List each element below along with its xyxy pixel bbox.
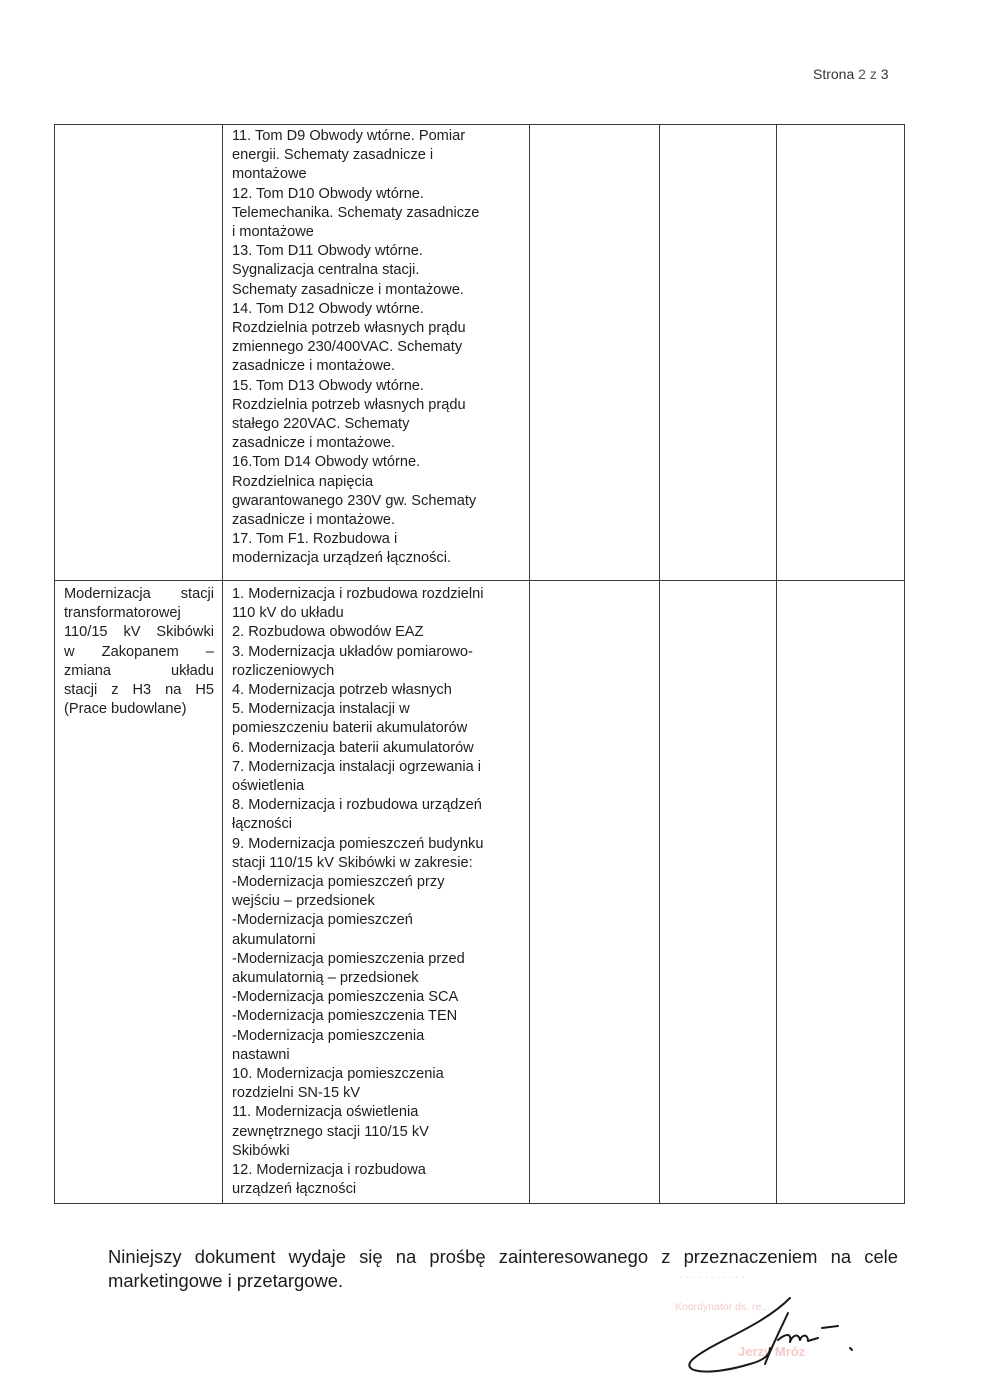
list-item: 16.Tom D14 Obwody wtórne.	[232, 454, 421, 471]
row1-empty-cell-4	[660, 125, 777, 581]
list-item: 6. Modernizacja baterii akumulatorów	[232, 739, 474, 756]
list-item: 12. Modernizacja i rozbudowa	[232, 1162, 426, 1179]
document-table	[54, 124, 905, 1204]
row1-scope-list	[232, 127, 521, 569]
list-item: stacji 110/15 kV Skibówki w zakresie:	[232, 854, 473, 871]
list-item: oświetlenia	[232, 778, 305, 795]
page-number-total: 3	[880, 66, 889, 82]
list-item: -Modernizacja pomieszczenia przed	[232, 950, 465, 967]
list-item: zmiennego 230/400VAC. Schematy	[232, 339, 463, 356]
list-item: 11. Tom D9 Obwody wtórne. Pomiar	[232, 128, 466, 144]
list-item: zasadnicze i montażowe.	[232, 435, 396, 452]
list-item: i montażowe	[232, 224, 314, 241]
list-item: -Modernizacja pomieszczenia TEN	[232, 1008, 458, 1025]
list-item: gwarantowanego 230V gw. Schematy	[232, 492, 477, 509]
list-item: modernizacja urządzeń łączności.	[232, 550, 452, 567]
row1-scope-cell	[223, 125, 530, 581]
list-item: -Modernizacja pomieszczeń przy	[232, 874, 445, 891]
list-item: wejściu – przedsionek	[232, 893, 375, 910]
page-number	[813, 66, 889, 82]
row1-subject-cell	[55, 125, 223, 581]
list-item: Modernizacja stacji	[64, 586, 214, 602]
list-item: 10. Modernizacja pomieszczenia	[232, 1066, 444, 1083]
table-row	[55, 581, 905, 1204]
list-item: Telemechanika. Schematy zasadnicze	[232, 204, 480, 221]
list-item: zewnętrznego stacji 110/15 kV	[232, 1123, 429, 1140]
list-item: 11. Modernizacja oświetlenia	[232, 1104, 419, 1121]
signature-stamp-graphic	[640, 1268, 900, 1378]
row1-empty-cell-3	[530, 125, 660, 581]
list-item: Schematy zasadnicze i montażowe.	[232, 281, 464, 298]
list-item: w Zakopanem –	[64, 643, 214, 660]
list-item: 110/15 kV Skibówki	[64, 624, 214, 641]
page-number-sep: z	[869, 66, 877, 82]
list-item: łączności	[232, 816, 293, 833]
list-item: zasadnicze i montażowe.	[232, 358, 396, 375]
list-item: stacji z H3 na H5	[64, 682, 214, 699]
list-item: 7. Modernizacja instalacji ogrzewania i	[232, 758, 482, 775]
list-item: 3. Modernizacja układów pomiarowo-	[232, 643, 473, 660]
footer-line-2: marketingowe i przetargowe.	[108, 1270, 344, 1291]
list-item: 4. Modernizacja potrzeb własnych	[232, 682, 452, 699]
list-item: -Modernizacja pomieszczeń	[232, 912, 413, 929]
list-item: nastawni	[232, 1046, 290, 1063]
list-item: Rozdzielnia potrzeb własnych prądu	[232, 320, 466, 337]
list-item: energii. Schematy zasadnicze i	[232, 147, 434, 164]
list-item: (Prace budowlane)	[64, 701, 187, 718]
list-item: 17. Tom F1. Rozbudowa i	[232, 531, 398, 548]
stamp-line-2: Jerzy Mróz	[738, 1344, 806, 1359]
list-item: -Modernizacja pomieszczenia SCA	[232, 989, 459, 1006]
list-item: 1. Modernizacja i rozbudowa rozdzielni	[232, 586, 484, 602]
list-item: 12. Tom D10 Obwody wtórne.	[232, 185, 424, 202]
row2-empty-cell-5	[777, 581, 905, 1204]
list-item: 2. Rozbudowa obwodów EAZ	[232, 624, 424, 641]
footer-line-1: Niniejszy dokument wydaje się na prośbę zainteresowanego z przeznaczeniem na cele	[108, 1246, 898, 1267]
signature-stamp	[640, 1268, 900, 1378]
svg-text:. . . . . . . . . . .: . . . . . . . . . . .	[680, 1269, 745, 1281]
stamp-line-1: Koordynator ds. re...	[675, 1301, 771, 1313]
list-item: zasadnicze i montażowe.	[232, 512, 396, 529]
page-number-current: 2	[858, 66, 866, 82]
list-item: 110 kV do układu	[232, 605, 344, 622]
row2-empty-cell-3	[530, 581, 660, 1204]
list-item: 9. Modernizacja pomieszczeń budynku	[232, 835, 484, 852]
list-item: Rozdzielnica napięcia	[232, 473, 374, 490]
page-number-label: Strona	[813, 66, 855, 82]
list-item: rozliczeniowych	[232, 662, 335, 679]
list-item: 13. Tom D11 Obwody wtórne.	[232, 243, 423, 260]
list-item: stałego 220VAC. Schematy	[232, 416, 410, 433]
list-item: 14. Tom D12 Obwody wtórne.	[232, 300, 424, 317]
list-item: Rozdzielnia potrzeb własnych prądu	[232, 396, 466, 413]
list-item: Skibówki	[232, 1142, 290, 1159]
list-item: rozdzielni SN-15 kV	[232, 1085, 361, 1102]
list-item: zmiana układu	[64, 662, 214, 679]
list-item: 15. Tom D13 Obwody wtórne.	[232, 377, 424, 394]
table-row	[55, 125, 905, 581]
row2-subject-list	[64, 585, 214, 719]
row2-empty-cell-4	[660, 581, 777, 1204]
list-item: -Modernizacja pomieszczenia	[232, 1027, 425, 1044]
list-item: pomieszczeniu baterii akumulatorów	[232, 720, 468, 737]
row2-subject-cell	[55, 581, 223, 1204]
list-item: 8. Modernizacja i rozbudowa urządzeń	[232, 797, 482, 814]
list-item: transformatorowej	[64, 605, 181, 622]
list-item: akumulatorni	[232, 931, 316, 948]
list-item: akumulatornią – przedsionek	[232, 970, 419, 987]
list-item: urządzeń łączności	[232, 1181, 357, 1198]
list-item: montażowe	[232, 166, 307, 183]
row1-empty-cell-5	[777, 125, 905, 581]
row2-scope-cell	[223, 581, 530, 1204]
list-item: Sygnalizacja centralna stacji.	[232, 262, 420, 279]
row2-scope-list	[232, 585, 521, 1200]
list-item: 5. Modernizacja instalacji w	[232, 701, 410, 718]
